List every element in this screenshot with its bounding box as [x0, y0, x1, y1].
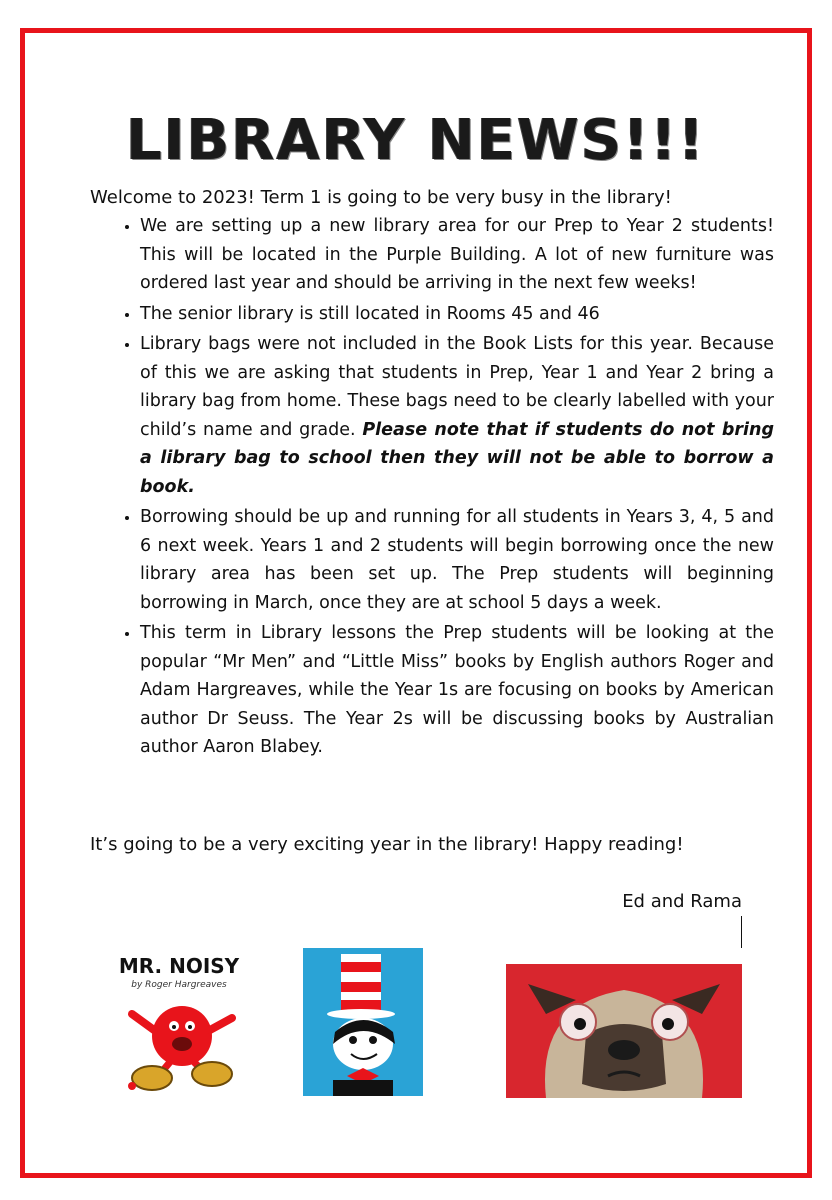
list-item: • Library bags were not included in the Book Lists for this year. Because of this we are asking that students in Prep, Year 1 and Year 2 bring a library bag from home. These bags need to be clearly labelled with your child’s name and grade. Please note that if students do not bring a library bag to school then they will not be able to borrow a book.: [140, 330, 774, 501]
text-cursor: [741, 916, 742, 948]
intro-paragraph: Welcome to 2023! Term 1 is going to be very busy in the library!: [90, 187, 672, 208]
mr-noisy-author: by Roger Hargreaves: [131, 980, 227, 990]
mr-noisy-cover: [104, 944, 254, 1100]
pug-cover: [506, 964, 742, 1098]
cat-in-the-hat-illustration: [303, 948, 423, 1096]
list-item: • We are setting up a new library area for our Prep to Year 2 students! This will be located in the Purple Building. A lot of new furniture was ordered last year and should be arriving in the next few weeks!: [140, 212, 774, 298]
mr-noisy-title: MR. NOISY: [118, 954, 240, 978]
news-list: [110, 212, 774, 764]
mr-noisy-illustration: [104, 944, 254, 1100]
cat-in-the-hat-cover: [303, 948, 423, 1096]
bag-note: Please note that if students do not bring a library bag to school then they will not be able to borrow a book.: [140, 419, 774, 497]
list-item: • Borrowing should be up and running for all students in Years 3, 4, 5 and 6 next week. Years 1 and 2 students will begin borrowing once the new library area has been set up. The Prep students will beginning borrowing in March, once they are at school 5 days a week.: [140, 503, 774, 617]
closing-paragraph: It’s going to be a very exciting year in the library! Happy reading!: [90, 834, 684, 855]
list-item: • The senior library is still located in Rooms 45 and 46: [140, 300, 774, 329]
page-title: LIBRARY NEWS!!!: [126, 108, 706, 173]
signature: Ed and Rama: [622, 891, 742, 912]
list-item: • This term in Library lessons the Prep students will be looking at the popular “Mr Men” and “Little Miss” books by English authors Roger and Adam Hargreaves, while the Year 1s are focusing on books by American author Dr Seuss. The Year 2s will be discussing books by Australian author Aaron Blabey.: [140, 619, 774, 762]
pug-illustration: [506, 964, 742, 1098]
